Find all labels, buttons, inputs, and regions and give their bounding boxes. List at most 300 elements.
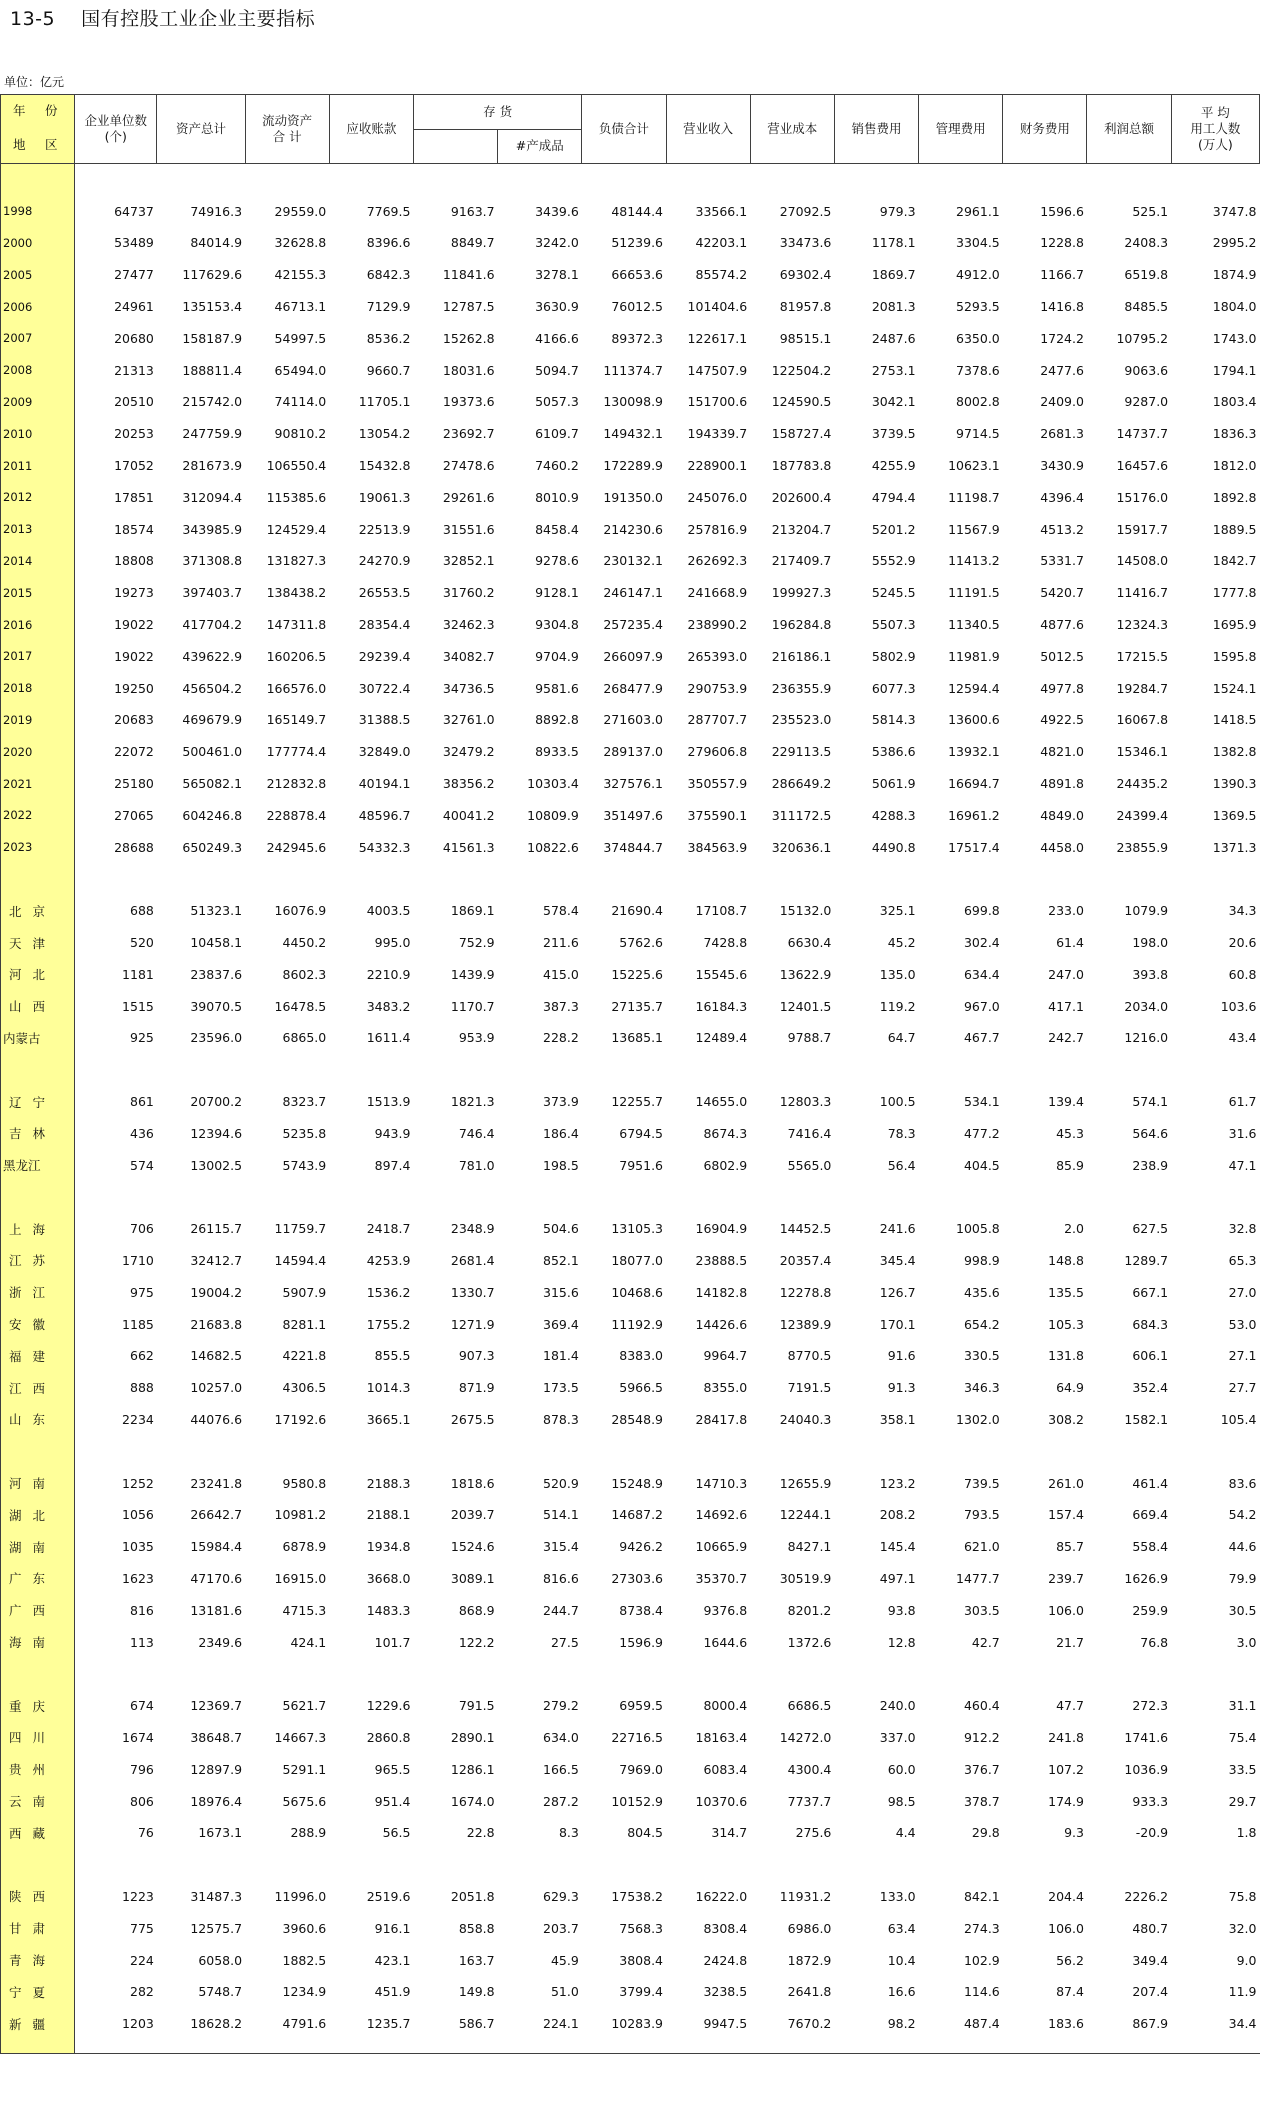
value-cell: 5291.1 bbox=[282, 1761, 327, 1777]
value-cell: 14682.5 bbox=[190, 1348, 243, 1364]
value-cell: 5012.5 bbox=[1040, 648, 1084, 664]
value-cell: 81957.8 bbox=[779, 299, 832, 315]
value-cell: 238.9 bbox=[1132, 1157, 1169, 1173]
value-cell: 4791.6 bbox=[282, 2016, 327, 2032]
value-cell: 75.4 bbox=[1228, 1729, 1257, 1745]
value-cell: 345.4 bbox=[879, 1252, 916, 1268]
value-cell: 41561.3 bbox=[442, 839, 495, 855]
value-cell: 417704.2 bbox=[182, 617, 243, 633]
value-cell: 12324.3 bbox=[1116, 617, 1169, 633]
value-cell: 10283.9 bbox=[611, 2016, 664, 2032]
value-cell: 34.4 bbox=[1228, 2016, 1257, 2032]
value-cell: 16694.7 bbox=[948, 776, 1000, 792]
value-cell: 93.8 bbox=[887, 1602, 916, 1618]
value-cell: 241668.9 bbox=[687, 585, 748, 601]
year-row bbox=[1, 259, 1260, 291]
value-cell: 23692.7 bbox=[442, 426, 495, 442]
value-cell: 8427.1 bbox=[787, 1539, 832, 1555]
value-cell: 1.8 bbox=[1236, 1825, 1257, 1841]
value-cell: 32.0 bbox=[1228, 1920, 1257, 1936]
value-cell: 467.7 bbox=[963, 1030, 1000, 1046]
value-cell: 16.6 bbox=[887, 1984, 916, 2000]
region-row bbox=[1, 1022, 1260, 1054]
region-label: 西藏 bbox=[1, 1817, 75, 1849]
value-cell: 165149.7 bbox=[266, 712, 327, 728]
value-cell: 373.9 bbox=[543, 1094, 579, 1109]
year-label: 2020 bbox=[1, 736, 75, 768]
value-cell: 3242.0 bbox=[535, 235, 579, 251]
value-cell: 1369.5 bbox=[1212, 807, 1257, 823]
value-cell: 194339.7 bbox=[687, 426, 748, 442]
value-cell: 11191.5 bbox=[948, 585, 1000, 601]
value-cell: 1755.2 bbox=[366, 1316, 411, 1332]
value-cell: 85.7 bbox=[1056, 1539, 1084, 1555]
value-cell: 1724.2 bbox=[1040, 330, 1084, 346]
value-cell: 18574 bbox=[114, 521, 154, 537]
value-cell: 868.9 bbox=[458, 1602, 495, 1618]
value-cell: 183.6 bbox=[1048, 2016, 1084, 2032]
value-cell: 21313 bbox=[114, 362, 154, 378]
value-cell: 7191.5 bbox=[787, 1380, 832, 1396]
value-cell: 1812.0 bbox=[1212, 458, 1257, 474]
value-cell: 105.3 bbox=[1048, 1316, 1084, 1332]
value-cell: 6083.4 bbox=[703, 1761, 748, 1777]
value-cell: 10458.1 bbox=[190, 935, 243, 951]
value-cell: 14272.0 bbox=[779, 1729, 832, 1745]
year-label: 2009 bbox=[1, 386, 75, 418]
value-cell: 303.5 bbox=[963, 1602, 1000, 1618]
region-label: 宁夏 bbox=[1, 1976, 75, 2008]
value-cell: 2995.2 bbox=[1212, 235, 1257, 251]
value-cell: 33.5 bbox=[1228, 1761, 1257, 1777]
corner-header: 年 份 地 区 bbox=[1, 95, 75, 164]
value-cell: 1289.7 bbox=[1124, 1252, 1169, 1268]
value-cell: 8738.4 bbox=[619, 1602, 664, 1618]
year-label: 2007 bbox=[1, 322, 75, 354]
value-cell: 739.5 bbox=[963, 1475, 1000, 1491]
value-cell: 534.1 bbox=[963, 1094, 1000, 1109]
value-cell: 9163.7 bbox=[450, 203, 495, 219]
value-cell: 27065 bbox=[114, 807, 154, 823]
value-cell: 117629.6 bbox=[182, 267, 243, 283]
value-cell: 90810.2 bbox=[274, 426, 327, 442]
value-cell: 33566.1 bbox=[695, 203, 748, 219]
value-cell: 244.7 bbox=[543, 1602, 579, 1618]
value-cell: 34736.5 bbox=[442, 680, 495, 696]
value-cell: 634.4 bbox=[963, 966, 1000, 982]
value-cell: 288.9 bbox=[290, 1825, 327, 1841]
value-cell: 5331.7 bbox=[1040, 553, 1084, 569]
value-cell: 106550.4 bbox=[266, 458, 327, 474]
value-cell: 282 bbox=[130, 1984, 154, 2000]
value-cell: 217409.7 bbox=[771, 553, 832, 569]
region-row bbox=[1, 1563, 1260, 1595]
value-cell: 7460.2 bbox=[535, 458, 579, 474]
value-cell: 9.0 bbox=[1236, 1952, 1257, 1968]
value-cell: 4849.0 bbox=[1040, 807, 1084, 823]
value-cell: 198.0 bbox=[1132, 935, 1169, 951]
value-cell: 5420.7 bbox=[1040, 585, 1084, 601]
value-cell: 126.7 bbox=[879, 1284, 916, 1300]
value-cell: 14710.3 bbox=[695, 1475, 748, 1491]
value-cell: 2226.2 bbox=[1124, 1888, 1169, 1904]
value-cell: 32412.7 bbox=[190, 1252, 243, 1268]
value-cell: 5814.3 bbox=[871, 712, 916, 728]
value-cell: 621.0 bbox=[963, 1539, 1000, 1555]
value-cell: 8355.0 bbox=[703, 1380, 748, 1396]
value-cell: 122504.2 bbox=[771, 362, 832, 378]
spacer-row bbox=[1, 1054, 1260, 1086]
value-cell: 793.5 bbox=[963, 1507, 1000, 1523]
value-cell: 98.2 bbox=[887, 2016, 916, 2032]
value-cell: 397403.7 bbox=[182, 585, 243, 601]
value-cell: 6630.4 bbox=[787, 935, 832, 951]
value-cell: 14508.0 bbox=[1116, 553, 1169, 569]
value-cell: 199927.3 bbox=[771, 585, 832, 601]
value-cell: 242.7 bbox=[1048, 1030, 1084, 1046]
value-cell: 65494.0 bbox=[274, 362, 327, 378]
region-row bbox=[1, 958, 1260, 990]
value-cell: 27.7 bbox=[1228, 1380, 1257, 1396]
value-cell: 228878.4 bbox=[266, 807, 327, 823]
value-cell: 867.9 bbox=[1132, 2016, 1169, 2032]
value-cell: 27.5 bbox=[550, 1634, 579, 1650]
value-cell: 31487.3 bbox=[190, 1888, 243, 1904]
value-cell: 1234.9 bbox=[282, 1984, 327, 2000]
region-label: 浙江 bbox=[1, 1276, 75, 1308]
value-cell: 208.2 bbox=[879, 1507, 916, 1523]
value-cell: 228.2 bbox=[543, 1030, 579, 1046]
value-cell: 14687.2 bbox=[611, 1507, 664, 1523]
value-cell: 2961.1 bbox=[956, 203, 1000, 219]
value-cell: 187783.8 bbox=[771, 458, 832, 474]
value-cell: 61.4 bbox=[1056, 935, 1084, 951]
value-cell: 18077.0 bbox=[611, 1252, 664, 1268]
value-cell: 240.0 bbox=[879, 1698, 916, 1714]
value-cell: 1623 bbox=[122, 1570, 154, 1586]
value-cell: 214230.6 bbox=[603, 521, 664, 537]
value-cell: 124529.4 bbox=[266, 521, 327, 537]
value-cell: 3.0 bbox=[1236, 1634, 1257, 1650]
header-liabilities: 负债合计 bbox=[582, 95, 666, 164]
region-row bbox=[1, 1976, 1260, 2008]
value-cell: 12594.4 bbox=[948, 680, 1000, 696]
value-cell: 912.2 bbox=[963, 1729, 1000, 1745]
value-cell: 8770.5 bbox=[787, 1348, 832, 1364]
value-cell: 203.7 bbox=[543, 1920, 579, 1936]
spacer-row bbox=[1, 164, 1260, 196]
value-cell: 1166.7 bbox=[1040, 267, 1084, 283]
value-cell: 10468.6 bbox=[611, 1284, 664, 1300]
value-cell: 16457.6 bbox=[1116, 458, 1169, 474]
value-cell: 275.6 bbox=[795, 1825, 832, 1841]
value-cell: 2348.9 bbox=[450, 1221, 495, 1237]
value-cell: 374844.7 bbox=[603, 839, 664, 855]
header-revenue: 营业收入 bbox=[666, 95, 750, 164]
value-cell: 27.0 bbox=[1228, 1284, 1257, 1300]
value-cell: 10370.6 bbox=[695, 1793, 748, 1809]
region-row bbox=[1, 1722, 1260, 1754]
value-cell: 916.1 bbox=[374, 1920, 411, 1936]
value-cell: 170.1 bbox=[879, 1316, 916, 1332]
value-cell: 1390.3 bbox=[1212, 776, 1257, 792]
value-cell: 103.6 bbox=[1220, 998, 1257, 1014]
value-cell: 10623.1 bbox=[948, 458, 1000, 474]
value-cell: -20.9 bbox=[1135, 1825, 1169, 1841]
year-row bbox=[1, 609, 1260, 641]
value-cell: 10303.4 bbox=[527, 776, 579, 792]
value-cell: 1821.3 bbox=[450, 1094, 495, 1109]
value-cell: 8458.4 bbox=[535, 521, 579, 537]
value-cell: 855.5 bbox=[374, 1348, 411, 1364]
value-cell: 1372.6 bbox=[787, 1634, 832, 1650]
value-cell: 3278.1 bbox=[535, 267, 579, 283]
value-cell: 315.4 bbox=[543, 1539, 579, 1555]
year-row bbox=[1, 195, 1260, 227]
value-cell: 64.9 bbox=[1056, 1380, 1084, 1396]
year-row bbox=[1, 736, 1260, 768]
header-admin-expenses: 管理费用 bbox=[919, 95, 1003, 164]
value-cell: 1235.7 bbox=[366, 2016, 411, 2032]
value-cell: 151700.6 bbox=[687, 394, 748, 410]
value-cell: 4891.8 bbox=[1040, 776, 1084, 792]
value-cell: 158187.9 bbox=[182, 330, 243, 346]
value-cell: 9376.8 bbox=[703, 1602, 748, 1618]
region-row bbox=[1, 1467, 1260, 1499]
value-cell: 235523.0 bbox=[771, 712, 832, 728]
value-cell: 174.9 bbox=[1048, 1793, 1084, 1809]
value-cell: 76.8 bbox=[1140, 1634, 1169, 1650]
value-cell: 1079.9 bbox=[1124, 903, 1169, 919]
value-cell: 115385.6 bbox=[266, 489, 327, 505]
region-row bbox=[1, 1149, 1260, 1181]
value-cell: 163.7 bbox=[458, 1952, 495, 1968]
value-cell: 213204.7 bbox=[771, 521, 832, 537]
value-cell: 22716.5 bbox=[611, 1729, 664, 1745]
value-cell: 7670.2 bbox=[787, 2016, 832, 2032]
value-cell: 8323.7 bbox=[282, 1094, 327, 1109]
region-label: 陕西 bbox=[1, 1881, 75, 1913]
value-cell: 56.5 bbox=[382, 1825, 411, 1841]
value-cell: 5507.3 bbox=[871, 617, 916, 633]
value-cell: 34082.7 bbox=[442, 648, 495, 664]
region-row bbox=[1, 1086, 1260, 1118]
value-cell: 12278.8 bbox=[779, 1284, 832, 1300]
value-cell: 89372.3 bbox=[611, 330, 664, 346]
value-cell: 114.6 bbox=[963, 1984, 1000, 2000]
value-cell: 1582.1 bbox=[1124, 1411, 1169, 1427]
value-cell: 897.4 bbox=[374, 1157, 411, 1173]
value-cell: 16222.0 bbox=[695, 1888, 748, 1904]
value-cell: 6058.0 bbox=[198, 1952, 243, 1968]
value-cell: 101404.6 bbox=[687, 299, 748, 315]
value-cell: 417.1 bbox=[1048, 998, 1084, 1014]
value-cell: 26115.7 bbox=[190, 1221, 243, 1237]
header-finance-expenses: 财务费用 bbox=[1003, 95, 1087, 164]
value-cell: 11705.1 bbox=[358, 394, 411, 410]
value-cell: 19022 bbox=[114, 617, 154, 633]
year-row bbox=[1, 513, 1260, 545]
value-cell: 460.4 bbox=[963, 1698, 1000, 1714]
value-cell: 343985.9 bbox=[182, 521, 243, 537]
value-cell: 31551.6 bbox=[442, 521, 495, 537]
value-cell: 215742.0 bbox=[182, 394, 243, 410]
value-cell: 11759.7 bbox=[274, 1221, 327, 1237]
value-cell: 384563.9 bbox=[687, 839, 748, 855]
value-cell: 14692.6 bbox=[695, 1507, 748, 1523]
value-cell: 83.6 bbox=[1228, 1475, 1257, 1491]
value-cell: 7568.3 bbox=[619, 1920, 664, 1936]
value-cell: 2681.3 bbox=[1040, 426, 1084, 442]
value-cell: 287707.7 bbox=[687, 712, 748, 728]
region-label: 福建 bbox=[1, 1340, 75, 1372]
value-cell: 27135.7 bbox=[611, 998, 664, 1014]
value-cell: 7378.6 bbox=[956, 362, 1000, 378]
value-cell: 9063.6 bbox=[1124, 362, 1169, 378]
value-cell: 47.1 bbox=[1228, 1157, 1257, 1173]
value-cell: 404.5 bbox=[963, 1157, 1000, 1173]
value-cell: 816 bbox=[130, 1602, 154, 1618]
value-cell: 14594.4 bbox=[274, 1252, 327, 1268]
value-cell: 287.2 bbox=[543, 1793, 579, 1809]
region-label: 广西 bbox=[1, 1594, 75, 1626]
value-cell: 123.2 bbox=[879, 1475, 916, 1491]
value-cell: 1695.9 bbox=[1212, 617, 1257, 633]
value-cell: 16915.0 bbox=[274, 1570, 327, 1586]
region-label: 海南 bbox=[1, 1626, 75, 1658]
value-cell: 1794.1 bbox=[1212, 362, 1257, 378]
value-cell: 5386.6 bbox=[871, 744, 916, 760]
value-cell: 39070.5 bbox=[190, 998, 243, 1014]
value-cell: 272.3 bbox=[1132, 1698, 1169, 1714]
value-cell: 149.8 bbox=[458, 1984, 495, 2000]
value-cell: 4794.4 bbox=[871, 489, 916, 505]
value-cell: 369.4 bbox=[543, 1316, 579, 1332]
region-row bbox=[1, 1594, 1260, 1626]
value-cell: 1330.7 bbox=[450, 1284, 495, 1300]
value-cell: 13105.3 bbox=[611, 1221, 664, 1237]
value-cell: 1185 bbox=[122, 1316, 154, 1332]
value-cell: 7969.0 bbox=[619, 1761, 664, 1777]
value-cell: 131.8 bbox=[1048, 1348, 1084, 1364]
value-cell: 47.7 bbox=[1056, 1698, 1084, 1714]
value-cell: 2519.6 bbox=[366, 1888, 411, 1904]
value-cell: 44076.6 bbox=[190, 1411, 243, 1427]
value-cell: 8010.9 bbox=[535, 489, 579, 505]
value-cell: 5748.7 bbox=[198, 1984, 243, 2000]
value-cell: 1674 bbox=[122, 1729, 154, 1745]
value-cell: 5293.5 bbox=[956, 299, 1000, 315]
value-cell: 18031.6 bbox=[442, 362, 495, 378]
value-cell: 196284.8 bbox=[771, 617, 832, 633]
value-cell: 13054.2 bbox=[358, 426, 411, 442]
value-cell: 2408.3 bbox=[1124, 235, 1169, 251]
value-cell: 40194.1 bbox=[358, 776, 411, 792]
value-cell: 10257.0 bbox=[190, 1380, 243, 1396]
value-cell: 113 bbox=[130, 1634, 154, 1650]
value-cell: 9580.8 bbox=[282, 1475, 327, 1491]
value-cell: 387.3 bbox=[543, 998, 579, 1014]
value-cell: 13181.6 bbox=[190, 1602, 243, 1618]
year-label: 2006 bbox=[1, 291, 75, 323]
value-cell: 2349.6 bbox=[198, 1634, 243, 1650]
value-cell: 29.8 bbox=[971, 1825, 1000, 1841]
value-cell: 8201.2 bbox=[787, 1602, 832, 1618]
value-cell: 1803.4 bbox=[1212, 394, 1257, 410]
value-cell: 1228.8 bbox=[1040, 235, 1084, 251]
value-cell: 315.6 bbox=[543, 1284, 579, 1300]
value-cell: 20510 bbox=[114, 394, 154, 410]
region-row bbox=[1, 1117, 1260, 1149]
value-cell: 14667.3 bbox=[274, 1729, 327, 1745]
value-cell: 497.1 bbox=[879, 1570, 916, 1586]
value-cell: 21683.8 bbox=[190, 1316, 243, 1332]
value-cell: 12369.7 bbox=[190, 1698, 243, 1714]
region-label: 云南 bbox=[1, 1785, 75, 1817]
value-cell: 933.3 bbox=[1132, 1793, 1169, 1809]
value-cell: 565082.1 bbox=[182, 776, 243, 792]
value-cell: 53.0 bbox=[1228, 1316, 1257, 1332]
value-cell: 40041.2 bbox=[442, 807, 495, 823]
value-cell: 23837.6 bbox=[190, 966, 243, 982]
value-cell: 20683 bbox=[114, 712, 154, 728]
value-cell: 32.8 bbox=[1228, 1221, 1257, 1237]
value-cell: 2860.8 bbox=[366, 1729, 411, 1745]
value-cell: 4300.4 bbox=[787, 1761, 832, 1777]
value-cell: 1644.6 bbox=[703, 1634, 748, 1650]
value-cell: 8933.5 bbox=[535, 744, 579, 760]
value-cell: 12575.7 bbox=[190, 1920, 243, 1936]
value-cell: 45.3 bbox=[1056, 1125, 1084, 1141]
year-row bbox=[1, 799, 1260, 831]
value-cell: 12.8 bbox=[887, 1634, 916, 1650]
year-row bbox=[1, 577, 1260, 609]
value-cell: 1882.5 bbox=[282, 1952, 327, 1968]
value-cell: 2641.8 bbox=[787, 1984, 832, 2000]
value-cell: 17851 bbox=[114, 489, 154, 505]
value-cell: 28548.9 bbox=[611, 1411, 664, 1427]
value-cell: 1872.9 bbox=[787, 1952, 832, 1968]
value-cell: 752.9 bbox=[458, 935, 495, 951]
value-cell: 91.6 bbox=[887, 1348, 916, 1364]
year-row bbox=[1, 386, 1260, 418]
value-cell: 133.0 bbox=[879, 1888, 916, 1904]
value-cell: 6109.7 bbox=[535, 426, 579, 442]
value-cell: 1418.5 bbox=[1212, 712, 1257, 728]
year-label: 2010 bbox=[1, 418, 75, 450]
value-cell: 8308.4 bbox=[703, 1920, 748, 1936]
value-cell: 24040.3 bbox=[779, 1411, 832, 1427]
value-cell: 1842.7 bbox=[1212, 553, 1257, 569]
region-label: 安徽 bbox=[1, 1308, 75, 1340]
year-label: 1998 bbox=[1, 195, 75, 227]
value-cell: 289137.0 bbox=[603, 744, 664, 760]
value-cell: 31.1 bbox=[1228, 1698, 1257, 1714]
value-cell: 1889.5 bbox=[1212, 521, 1257, 537]
value-cell: 627.5 bbox=[1132, 1221, 1169, 1237]
value-cell: 34.3 bbox=[1228, 903, 1257, 919]
value-cell: 15248.9 bbox=[611, 1475, 664, 1491]
value-cell: 6802.9 bbox=[703, 1157, 748, 1173]
value-cell: 16067.8 bbox=[1116, 712, 1169, 728]
value-cell: 4715.3 bbox=[282, 1602, 327, 1618]
value-cell: 74916.3 bbox=[190, 203, 243, 219]
value-cell: 2681.4 bbox=[450, 1252, 495, 1268]
value-cell: 76 bbox=[137, 1825, 154, 1841]
value-cell: 327576.1 bbox=[603, 776, 664, 792]
region-row bbox=[1, 1404, 1260, 1436]
value-cell: 32852.1 bbox=[442, 553, 495, 569]
